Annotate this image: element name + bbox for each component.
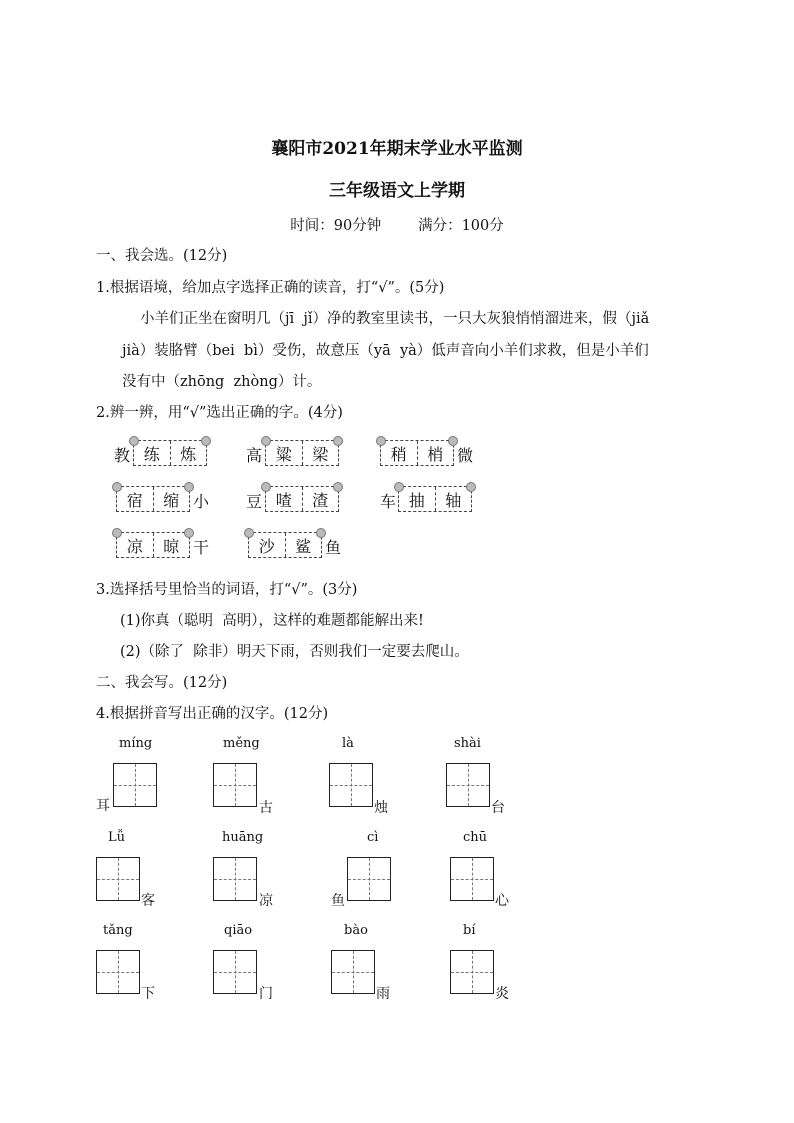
writing-grid[interactable] bbox=[213, 950, 257, 994]
writing-grid[interactable] bbox=[450, 950, 494, 994]
context-char: 台 bbox=[491, 800, 505, 816]
context-char: 凉 bbox=[259, 893, 273, 909]
pinyin-label: huāng bbox=[222, 830, 264, 845]
context-char: 炎 bbox=[495, 986, 509, 1002]
pinyin-label: chū bbox=[463, 830, 488, 845]
choice-context-char: 微 bbox=[457, 446, 474, 465]
char-choice-box bbox=[116, 486, 190, 512]
char-option[interactable]: 喳 bbox=[275, 490, 292, 510]
writing-grid[interactable] bbox=[113, 763, 157, 807]
char-option[interactable]: 粱 bbox=[275, 444, 292, 464]
writing-grid[interactable] bbox=[446, 763, 490, 807]
char-option[interactable]: 练 bbox=[143, 444, 160, 464]
writing-grid[interactable] bbox=[213, 763, 257, 807]
choice-context-char: 鱼 bbox=[325, 538, 342, 557]
choice-context-char: 干 bbox=[193, 538, 210, 557]
pinyin-label: bí bbox=[463, 923, 476, 938]
char-option[interactable]: 梁 bbox=[302, 441, 339, 465]
question-text: 3.选择括号里恰当的词语，打“√”。(3分) bbox=[96, 582, 358, 598]
passage-line: 小羊们正坐在窗明几（jī jǐ）净的教室里读书，一只大灰狼悄悄溜进来，假（jiǎ bbox=[140, 311, 650, 327]
passage-line: jià）装胳臂（bei bì）受伤，故意压（yā yà）低声音向小羊们求救，但是小羊们 bbox=[122, 343, 649, 359]
context-char: 烛 bbox=[374, 800, 388, 816]
char-choice-box bbox=[398, 486, 472, 512]
char-option[interactable]: 抽 bbox=[408, 490, 425, 510]
writing-grid[interactable] bbox=[329, 763, 373, 807]
question-text: 1.根据语境，给加点字选择正确的读音，打“√”。(5分) bbox=[96, 280, 445, 296]
char-option[interactable]: 凉 bbox=[126, 536, 143, 556]
char-choice-box bbox=[265, 440, 339, 466]
pinyin-label: míng bbox=[119, 736, 153, 751]
writing-grid[interactable] bbox=[331, 950, 375, 994]
passage-line: 没有中（zhōng zhòng）计。 bbox=[122, 374, 322, 390]
exam-subtitle: 三年级语文上学期 bbox=[329, 181, 465, 201]
char-choice-box bbox=[116, 532, 190, 558]
char-option[interactable]: 沙 bbox=[258, 536, 275, 556]
pinyin-label: měng bbox=[223, 736, 260, 751]
context-char: 门 bbox=[259, 986, 273, 1002]
writing-grid[interactable] bbox=[450, 857, 494, 901]
context-char: 心 bbox=[495, 893, 509, 909]
pinyin-label: là bbox=[342, 736, 354, 751]
choice-context-char: 教 bbox=[114, 446, 131, 465]
context-char: 雨 bbox=[376, 986, 390, 1002]
writing-grid[interactable] bbox=[96, 857, 140, 901]
choice-context-char: 小 bbox=[193, 492, 210, 511]
context-char: 古 bbox=[259, 800, 273, 816]
context-char: 下 bbox=[141, 986, 155, 1002]
section-heading: 二、我会写。(12分) bbox=[96, 675, 228, 691]
char-option[interactable]: 鲨 bbox=[285, 533, 322, 557]
char-option[interactable]: 渣 bbox=[302, 487, 339, 511]
char-choice-box bbox=[133, 440, 207, 466]
char-option[interactable]: 宿 bbox=[126, 490, 143, 510]
choice-context-char: 豆 bbox=[246, 492, 263, 511]
choice-context-char: 高 bbox=[246, 446, 263, 465]
char-option[interactable]: 轴 bbox=[435, 487, 472, 511]
question-text: 4.根据拼音写出正确的汉字。(12分) bbox=[96, 706, 329, 722]
pinyin-label: shài bbox=[454, 736, 481, 751]
pinyin-label: qiāo bbox=[224, 923, 253, 938]
context-char: 客 bbox=[141, 893, 155, 909]
char-choice-box bbox=[248, 532, 322, 558]
choice-context-char: 车 bbox=[380, 492, 397, 511]
writing-grid[interactable] bbox=[347, 857, 391, 901]
context-char: 耳 bbox=[96, 798, 110, 814]
char-option[interactable]: 缩 bbox=[153, 487, 190, 511]
sentence-line: (2)（除了 除非）明天下雨，否则我们一定要去爬山。 bbox=[120, 644, 469, 660]
writing-grid[interactable] bbox=[96, 950, 140, 994]
context-char: 鱼 bbox=[331, 893, 345, 909]
pinyin-label: Lǚ bbox=[108, 830, 126, 845]
writing-grid[interactable] bbox=[213, 857, 257, 901]
char-option[interactable]: 晾 bbox=[153, 533, 190, 557]
section-heading: 一、我会选。(12分) bbox=[96, 248, 228, 264]
char-choice-box bbox=[265, 486, 339, 512]
char-option[interactable]: 梢 bbox=[417, 441, 454, 465]
pinyin-label: bào bbox=[344, 923, 368, 938]
pinyin-label: tǎng bbox=[103, 923, 133, 938]
sentence-line: (1)你真（聪明 高明），这样的难题都能解出来! bbox=[120, 613, 424, 629]
exam-info: 时间：90分钟 满分：100分 bbox=[290, 218, 504, 234]
char-option[interactable]: 稍 bbox=[390, 444, 407, 464]
char-choice-box bbox=[380, 440, 454, 466]
char-option[interactable]: 炼 bbox=[170, 441, 207, 465]
pinyin-label: cì bbox=[367, 830, 379, 845]
question-text: 2.辨一辨，用“√”选出正确的字。(4分) bbox=[96, 405, 343, 421]
exam-title: 襄阳市2021年期末学业水平监测 bbox=[271, 139, 523, 159]
